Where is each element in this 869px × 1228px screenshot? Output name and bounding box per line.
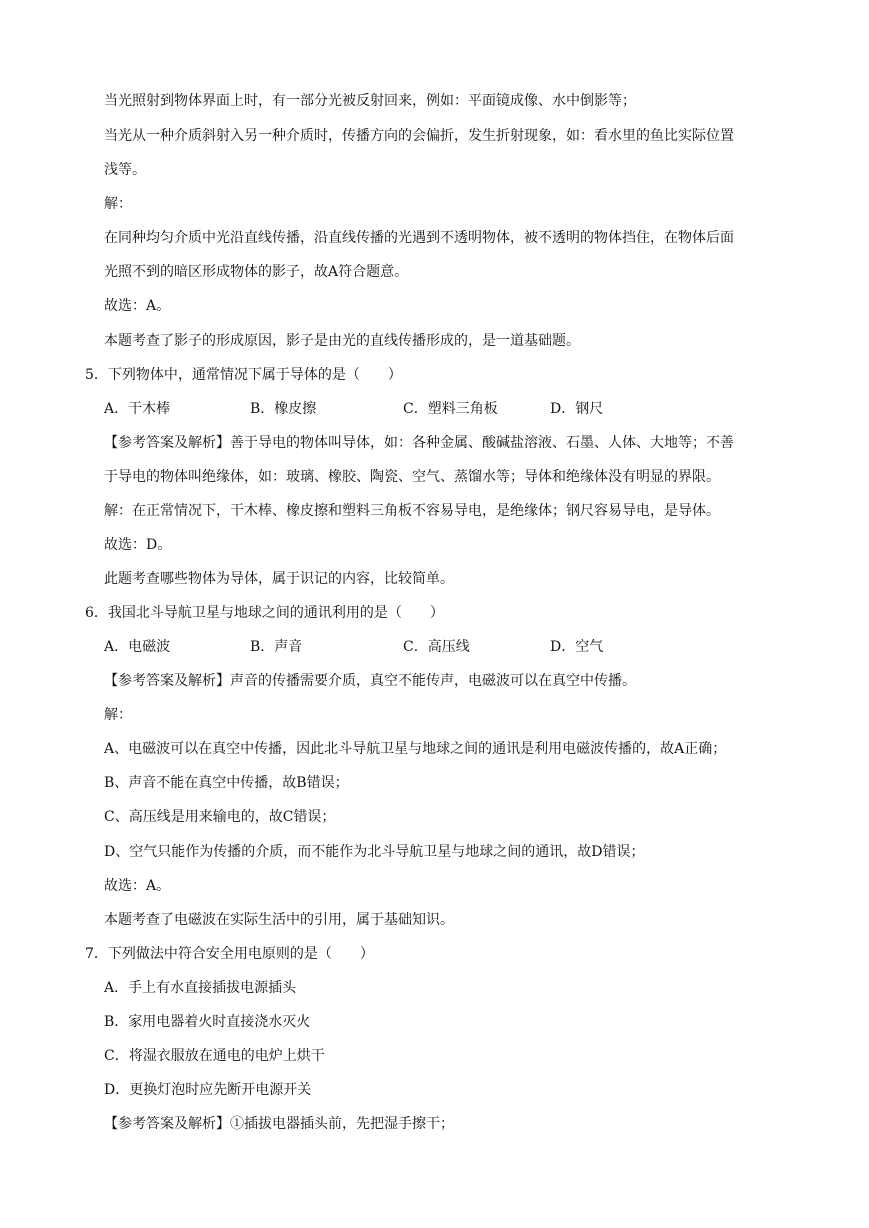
q7-option-b: B．家用电器着火时直接浇水灭火 (104, 1014, 311, 1030)
q6-summary: 本题考查了电磁波在实际生活中的引用，属于基础知识。 (104, 912, 454, 928)
q6-option-b: B．声音 (250, 639, 303, 655)
q6-stem: 6．我国北斗导航卫星与地球之间的通讯利用的是（ ） (85, 605, 444, 621)
q4-solution-label: 解： (104, 196, 132, 212)
q5-solution: 解：在正常情况下，干木棒、橡皮擦和塑料三角板不容易导电，是绝缘体；钢尺容易导电，是导体。 (104, 503, 720, 519)
q5-option-c: C．塑料三角板 (403, 401, 498, 417)
q5-summary: 此题考查哪些物体为导体，属于识记的内容，比较简单。 (104, 571, 454, 587)
q6-option-d: D．空气 (550, 639, 604, 655)
q6-solution-b: B、声音不能在真空中传播，故B错误； (104, 775, 349, 791)
q6-option-c: C．高压线 (403, 639, 470, 655)
q7-stem: 7．下列做法中符合安全用电原则的是（ ） (85, 946, 374, 962)
q5-answer: 故选：D。 (104, 537, 172, 553)
q7-option-a: A．手上有水直接插拔电源插头 (104, 980, 297, 996)
q4-text-line-1: 当光照射到物体界面上时，有一部分光被反射回来，例如：平面镜成像、水中倒影等； (104, 93, 636, 109)
q6-option-a: A．电磁波 (104, 639, 171, 655)
q7-analysis: 【参考答案及解析】①插拔电器插头前，先把湿手擦干； (104, 1116, 454, 1132)
q4-answer: 故选：A。 (104, 298, 171, 314)
q5-stem: 5．下列物体中，通常情况下属于导体的是（ ） (85, 367, 402, 383)
q6-analysis: 【参考答案及解析】声音的传播需要介质，真空不能传声，电磁波可以在真空中传播。 (104, 673, 636, 689)
q7-option-c: C．将湿衣服放在通电的电炉上烘干 (104, 1048, 325, 1064)
q6-solution-a: A、电磁波可以在真空中传播，因此北斗导航卫星与地球之间的通讯是利用电磁波传播的，故A正确； (104, 741, 727, 757)
q5-analysis-line-1: 【参考答案及解析】善于导电的物体叫导体，如：各种金属、酸碱盐溶液、石墨、人体、大地等；不善 (104, 435, 734, 451)
q4-text-line-2: 当光从一种介质斜射入另一种介质时，传播方向的会偏折，发生折射现象，如：看水里的鱼比实际位置 (104, 128, 734, 144)
q5-option-b: B．橡皮擦 (250, 401, 317, 417)
q6-solution-d: D、空气只能作为传播的介质，而不能作为北斗导航卫星与地球之间的通讯，故D错误； (104, 844, 645, 860)
q5-analysis-line-2: 于导电的物体叫绝缘体，如：玻璃、橡胶、陶瓷、空气、蒸馏水等；导体和绝缘体没有明显的界限。 (104, 469, 720, 485)
q6-solution-c: C、高压线是用来输电的，故C错误； (104, 809, 336, 825)
q4-summary: 本题考查了影子的形成原因，影子是由光的直线传播形成的，是一道基础题。 (104, 333, 580, 349)
q4-solution-line-1: 在同种均匀介质中光沿直线传播，沿直线传播的光遇到不透明物体，被不透明的物体挡住，在物体后面 (104, 230, 734, 246)
q5-option-d: D．钢尺 (550, 401, 604, 417)
q5-option-a: A．干木棒 (104, 401, 171, 417)
q4-text-line-3: 浅等。 (104, 162, 146, 178)
q7-option-d: D．更换灯泡时应先断开电源开关 (104, 1082, 312, 1098)
q6-answer: 故选：A。 (104, 878, 171, 894)
q6-solution-label: 解： (104, 707, 132, 723)
q4-solution-line-2: 光照不到的暗区形成物体的影子，故A符合题意。 (104, 264, 409, 280)
